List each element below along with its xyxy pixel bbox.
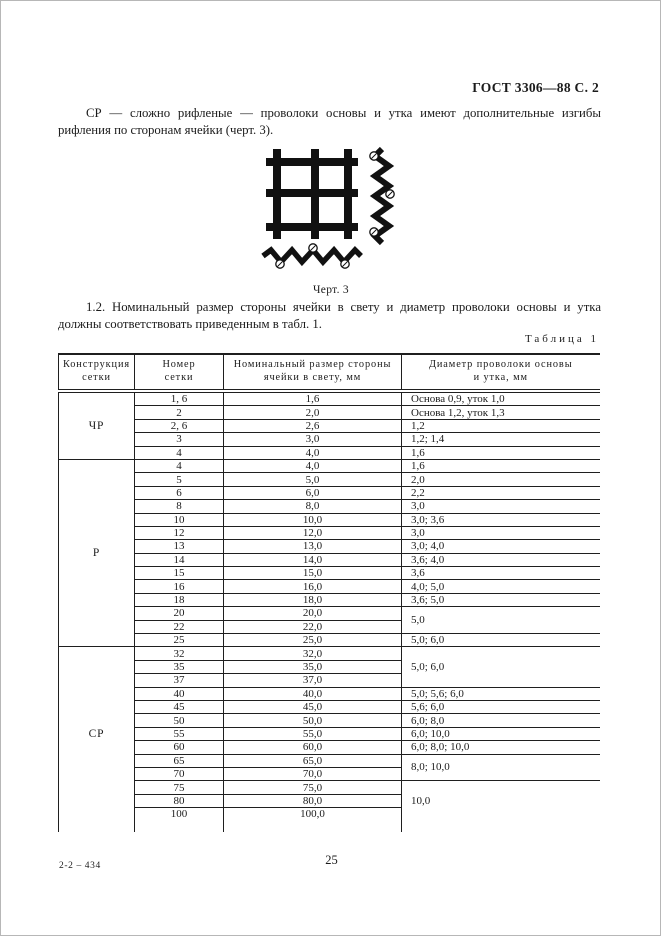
cell-mesh-size: 20,0 xyxy=(224,607,402,620)
cell-mesh-number: 25 xyxy=(135,634,224,647)
cell-mesh-number: 12 xyxy=(135,526,224,539)
cell-mesh-size: 15,0 xyxy=(224,567,402,580)
cell-wire-diameter: 3,6; 5,0 xyxy=(402,593,600,606)
table-row xyxy=(59,473,600,486)
cell-wire-diameter: 10,0 xyxy=(402,781,600,821)
table-row xyxy=(59,486,600,499)
spec-table-body xyxy=(59,391,600,832)
cell-mesh-number: 2 xyxy=(135,406,224,419)
header-line: ячейки в свету, мм xyxy=(263,371,362,383)
cell-mesh-size: 12,0 xyxy=(224,526,402,539)
cell-wire-diameter: Основа 0,9, уток 1,0 xyxy=(402,391,600,406)
cell-wire-diameter: 3,0 xyxy=(402,500,600,513)
cell-mesh-number: 60 xyxy=(135,741,224,754)
cell-wire-diameter: 6,0; 10,0 xyxy=(402,727,600,740)
cell-mesh-size: 10,0 xyxy=(224,513,402,526)
cell-mesh-size: 4,0 xyxy=(224,446,402,459)
cell-mesh-size: 2,6 xyxy=(224,419,402,432)
cell-mesh-size: 50,0 xyxy=(224,714,402,727)
cell-wire-diameter: 2,0 xyxy=(402,473,600,486)
cell-wire-diameter: 1,2 xyxy=(402,419,600,432)
header-line: Конструкция xyxy=(62,359,131,370)
page-number: 25 xyxy=(325,853,338,867)
cell-mesh-number: 20 xyxy=(135,607,224,620)
cell-wire-diameter: 3,6 xyxy=(402,567,600,580)
paragraph-cp-definition: СР — сложно рифленые — проволоки основы и утка имеют дополнительные изгибы рифления по сторонам ячейки (черт. 3). xyxy=(58,106,601,137)
cell-mesh-number: 6 xyxy=(135,486,224,499)
cell-mesh-number: 32 xyxy=(135,647,224,660)
cell-wire-diameter: 1,2; 1,4 xyxy=(402,433,600,446)
cell-mesh-number: 65 xyxy=(135,754,224,767)
cell-mesh-size: 8,0 xyxy=(224,500,402,513)
cell-wire-diameter: 5,6; 6,0 xyxy=(402,700,600,713)
table-row xyxy=(59,500,600,513)
cell-mesh-number: 2, 6 xyxy=(135,419,224,432)
table-row xyxy=(59,687,600,700)
paragraph-1-2: 1.2. Номинальный размер стороны ячейки в свету и диаметр проволоки основы и утка должны соответствовать приведенным в табл. 1. xyxy=(58,300,601,331)
cell-mesh-number: 22 xyxy=(135,620,224,633)
table-row xyxy=(59,406,600,419)
cell-mesh-number: 35 xyxy=(135,660,224,673)
header-line: сетки xyxy=(82,371,111,383)
cell-mesh-number: 5 xyxy=(135,473,224,486)
cell-mesh-size: 2,0 xyxy=(224,406,402,419)
cell-mesh-size: 100,0 xyxy=(224,808,402,821)
cell-mesh-size: 55,0 xyxy=(224,727,402,740)
col-header-construction xyxy=(59,354,135,391)
cell-mesh-number: 18 xyxy=(135,593,224,606)
overhang-cell xyxy=(135,821,224,832)
cell-mesh-number: 10 xyxy=(135,513,224,526)
cell-mesh-number: 45 xyxy=(135,700,224,713)
cell-mesh-size: 13,0 xyxy=(224,540,402,553)
cell-wire-diameter: 3,0; 4,0 xyxy=(402,540,600,553)
cell-mesh-number: 55 xyxy=(135,727,224,740)
cell-wire-diameter: 4,0; 5,0 xyxy=(402,580,600,593)
cell-mesh-size: 70,0 xyxy=(224,767,402,780)
table-row xyxy=(59,741,600,754)
cell-mesh-size: 14,0 xyxy=(224,553,402,566)
page-header: ГОСТ 3306—88 С. 2 xyxy=(472,80,599,95)
cell-wire-diameter: 6,0; 8,0 xyxy=(402,714,600,727)
cell-mesh-size: 80,0 xyxy=(224,794,402,807)
header-line: и утка, мм xyxy=(473,371,528,383)
table-row xyxy=(59,700,600,713)
table-row xyxy=(59,459,600,472)
table-row xyxy=(59,446,600,459)
cell-wire-diameter: 3,0 xyxy=(402,526,600,539)
cell-construction: Р xyxy=(59,459,135,646)
table-row xyxy=(59,634,600,647)
table-row xyxy=(59,391,600,406)
warp-section-view xyxy=(263,244,361,268)
table-open-bottom xyxy=(59,821,600,832)
table-row xyxy=(59,647,600,660)
cell-mesh-number: 8 xyxy=(135,500,224,513)
table-row xyxy=(59,781,600,794)
figure-chert-3 xyxy=(261,146,401,296)
cell-mesh-size: 16,0 xyxy=(224,580,402,593)
table-row xyxy=(59,553,600,566)
overhang-cell xyxy=(59,821,135,832)
cell-wire-diameter: 3,6; 4,0 xyxy=(402,553,600,566)
cell-mesh-size: 25,0 xyxy=(224,634,402,647)
print-order-number: 2-2 – 434 xyxy=(59,861,101,871)
cell-mesh-size: 1,6 xyxy=(224,391,402,406)
cell-wire-diameter: 6,0; 8,0; 10,0 xyxy=(402,741,600,754)
cell-wire-diameter: 8,0; 10,0 xyxy=(402,754,600,781)
spec-table xyxy=(58,353,600,832)
cell-wire-diameter: 5,0; 6,0 xyxy=(402,647,600,687)
header-line: Номинальный размер стороны xyxy=(233,359,392,370)
cell-mesh-number: 50 xyxy=(135,714,224,727)
col-header-diameter xyxy=(402,354,600,391)
cell-mesh-size: 32,0 xyxy=(224,647,402,660)
table-row xyxy=(59,540,600,553)
cell-wire-diameter: 2,2 xyxy=(402,486,600,499)
cell-mesh-size: 40,0 xyxy=(224,687,402,700)
cell-mesh-size: 22,0 xyxy=(224,620,402,633)
cell-mesh-size: 5,0 xyxy=(224,473,402,486)
cell-wire-diameter: 1,6 xyxy=(402,459,600,472)
table-row xyxy=(59,727,600,740)
overhang-cell xyxy=(224,821,402,832)
cell-wire-diameter: 5,0; 6,0 xyxy=(402,634,600,647)
table-row xyxy=(59,714,600,727)
cell-mesh-size: 75,0 xyxy=(224,781,402,794)
figure-caption: Черт. 3 xyxy=(313,284,349,296)
table-row xyxy=(59,580,600,593)
cell-wire-diameter: 5,0 xyxy=(402,607,600,634)
cell-mesh-number: 4 xyxy=(135,446,224,459)
cell-mesh-number: 15 xyxy=(135,567,224,580)
cell-wire-diameter: 3,0; 3,6 xyxy=(402,513,600,526)
table-row xyxy=(59,593,600,606)
header-line: сетки xyxy=(164,371,194,383)
cell-wire-diameter: 1,6 xyxy=(402,446,600,459)
header-line: Диаметр проволоки основы xyxy=(428,359,573,370)
cell-mesh-size: 37,0 xyxy=(224,674,402,687)
mesh-drawing xyxy=(261,146,401,271)
cell-mesh-number: 40 xyxy=(135,687,224,700)
header-line: Номер xyxy=(162,359,196,370)
cell-mesh-size: 60,0 xyxy=(224,741,402,754)
cell-mesh-size: 3,0 xyxy=(224,433,402,446)
table-row xyxy=(59,567,600,580)
table-label: Таблица 1 xyxy=(524,333,599,345)
table-row xyxy=(59,433,600,446)
col-header-number xyxy=(135,354,224,391)
cell-mesh-number: 80 xyxy=(135,794,224,807)
cell-mesh-size: 65,0 xyxy=(224,754,402,767)
cell-construction: ЧР xyxy=(59,391,135,459)
cell-mesh-number: 75 xyxy=(135,781,224,794)
cell-mesh-number: 14 xyxy=(135,553,224,566)
cell-construction: СР xyxy=(88,727,105,740)
col-header-size xyxy=(224,354,402,391)
table-row xyxy=(59,526,600,539)
table-row xyxy=(59,607,600,620)
cell-mesh-number: 3 xyxy=(135,433,224,446)
cell-mesh-number: 70 xyxy=(135,767,224,780)
cell-mesh-number: 13 xyxy=(135,540,224,553)
mesh-front-view xyxy=(266,149,358,239)
cell-mesh-size: 45,0 xyxy=(224,700,402,713)
table-row xyxy=(59,754,600,767)
cell-mesh-number: 100 xyxy=(135,808,224,821)
cell-mesh-number: 4 xyxy=(135,459,224,472)
table-row xyxy=(59,419,600,432)
cell-mesh-number: 1, 6 xyxy=(135,391,224,406)
overhang-cell xyxy=(402,821,600,832)
cell-mesh-size: 35,0 xyxy=(224,660,402,673)
table-header-row xyxy=(59,354,600,391)
weft-section-view xyxy=(370,149,394,243)
cell-mesh-size: 18,0 xyxy=(224,593,402,606)
cell-wire-diameter: Основа 1,2, уток 1,3 xyxy=(402,406,600,419)
cell-mesh-number: 16 xyxy=(135,580,224,593)
cell-mesh-size: 4,0 xyxy=(224,459,402,472)
cell-mesh-number: 37 xyxy=(135,674,224,687)
cell-wire-diameter: 5,0; 5,6; 6,0 xyxy=(402,687,600,700)
cell-mesh-size: 6,0 xyxy=(224,486,402,499)
table-row xyxy=(59,513,600,526)
